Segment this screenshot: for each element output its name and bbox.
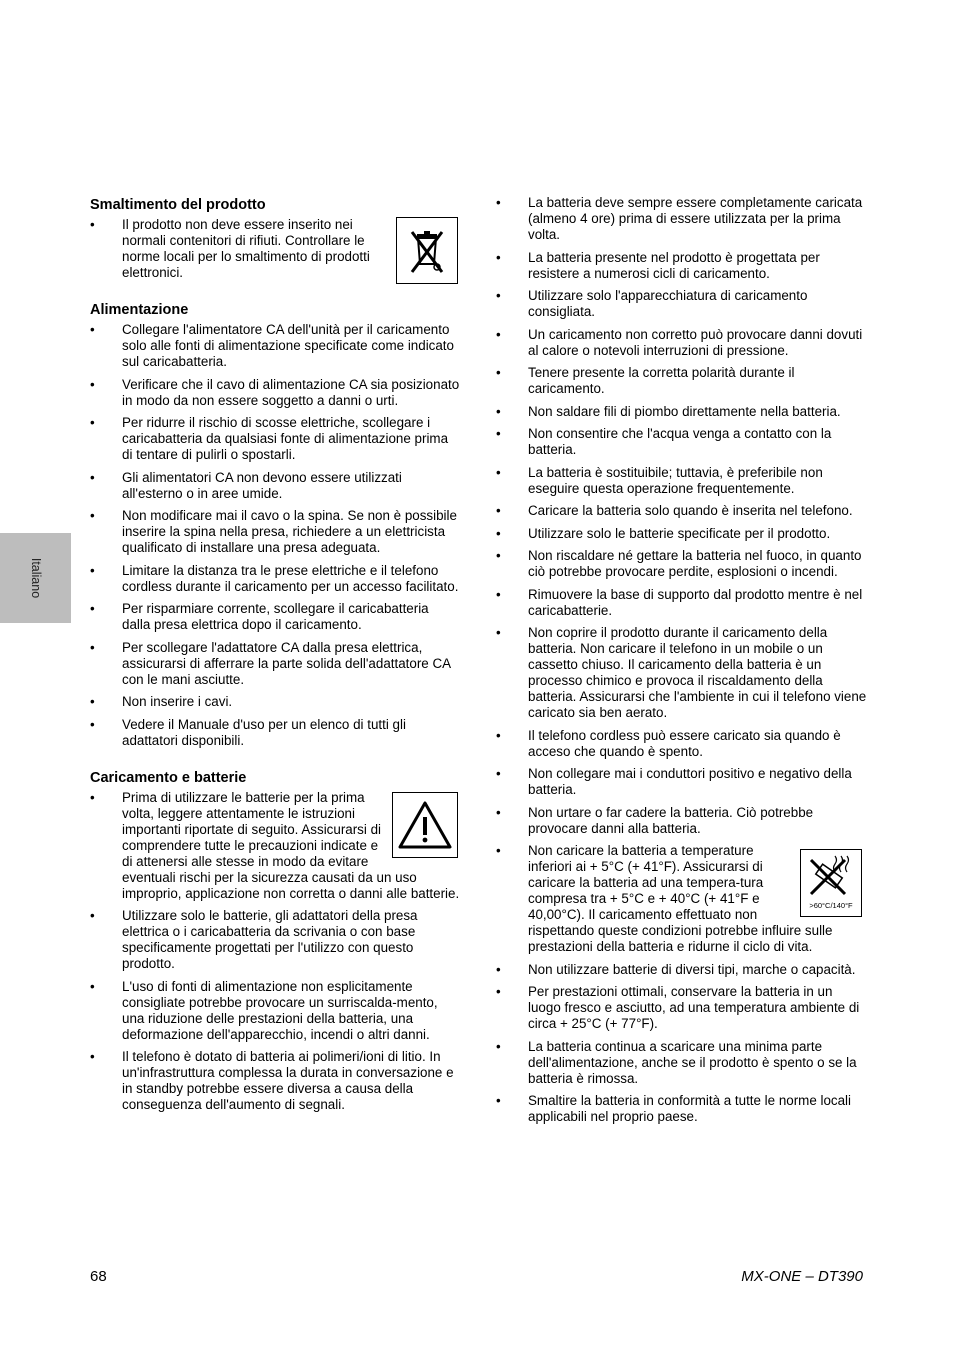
list-item: • >60°C/140°F Non caricare la batteria a temperature inferiori ai + 5°C (+ 41°F). Assicurarsi di caricare la batteria ad una tempera-tura compresa tra + 5°C e + 40°C (+ 41°F e 40,00°C). Il caricamento effettuato non rispettando queste condizioni potrebbe influire sulle prestazioni della batteria e ridurne il ciclo di vita. — [496, 843, 868, 955]
list-item: • Utilizzare solo le batterie, gli adattatori della presa elettrica o i caricabatteria da scrivania o con base specificamente progettati per l'utilizzo con questo prodotto. — [90, 908, 418, 971]
section-heading: Alimentazione — [90, 302, 189, 318]
list-item: • Vedere il Manuale d'uso per un elenco di tutti gli adattatori disponibili. — [90, 716, 406, 748]
section-charging — [90, 769, 460, 1114]
list-item: • Verificare che il cavo di alimentazione CA sia posizionato in modo da non essere soggetto a danni o urti. — [90, 376, 460, 408]
heat-icon-label: >60°C/140°F — [809, 901, 853, 910]
list-item: • Non modificare mai il cavo o la spina. Se non è possibile inserire la spina nella presa, richiedere a un elettricista qualificato di installare una presa adeguata. — [90, 508, 457, 555]
left-column — [90, 196, 460, 1126]
list-item: • Prima di utilizzare le batterie per la prima volta, leggere attentamente le istruzioni importanti riportate di seguito. Assicurarsi di comprendere tutte le precauzioni indicate e di attenersi alle stesse in modo da evitare eventuali rischi per la sicurezza causati da un uso improprio, applicazione non corretta o danni alle batterie. — [90, 789, 460, 901]
list-item: • Utilizzare solo le batterie specificate per il prodotto. — [496, 525, 831, 541]
list-item: • Non urtare o far cadere la batteria. Ciò potrebbe provocare danni alla batteria. — [496, 804, 814, 836]
section-heading: Caricamento e batterie — [90, 769, 247, 786]
list-item: • Per risparmiare corrente, scollegare il caricabatteria dalla presa elettrica dopo il caricamento. — [90, 601, 429, 632]
list-item: • Non inserire i cavi. — [90, 694, 233, 709]
list-item: • Caricare la batteria solo quando è inserita nel telefono. — [496, 503, 853, 518]
list-item: • Il telefono cordless può essere caricato sia quando è acceso che quando è spento. — [496, 727, 841, 759]
list-item: • Limitare la distanza tra le prese elettriche e il telefono cordless durante il caricamento per un accesso facilitato. — [90, 562, 459, 594]
list-item: • Un caricamento non corretto può provocare danni dovuti al calore o notevoli interruzioni di pressione. — [496, 326, 863, 358]
list-item: • La batteria continua a scaricare una minima parte dell'alimentazione, anche se il prodotto è spento o se la batteria è rimossa. — [496, 1038, 857, 1086]
list-item: • Tenere presente la corretta polarità durante il caricamento. — [496, 365, 795, 396]
list-item: • La batteria presente nel prodotto è progettata per resistere a numerosi cicli di caricamento. — [496, 249, 820, 281]
list-item: • Collegare l'alimentatore CA dell'unità per il caricamento solo alle fonti di alimentazione specificate come indicato sul caricabatteria. — [90, 322, 454, 369]
list-item: • Utilizzare solo l'apparecchiatura di caricamento consigliata. — [496, 288, 808, 319]
list-item: • Per ridurre il rischio di scosse elettriche, scollegare i caricabatteria da qualsiasi fonte di alimentazione prima di tentare di pulirli o spostarli. — [90, 415, 449, 462]
list-item: • Per prestazioni ottimali, conservare la batteria in un luogo fresco e asciutto, ad una temperatura ambiente di circa + 25°C (+ 77°F). — [496, 984, 860, 1031]
no-heat-battery-icon — [800, 849, 862, 917]
page-number: 68 — [90, 1268, 107, 1285]
list-item: • Non consentire che l'acqua venga a contatto con la batteria. — [496, 426, 832, 457]
language-tab-label: Italiano — [29, 557, 43, 599]
list-item: • Il telefono è dotato di batteria ai polimeri/ioni di litio. In un'infrastruttura complessa la durata in conversazione e in standby potrebbe essere diversa a causa della conseguenza dell'aumento di segnali. — [90, 1049, 454, 1112]
section-heading: Smaltimento del prodotto — [90, 197, 266, 213]
section-disposal — [90, 196, 460, 288]
list-item: • Smaltire la batteria in conformità a tutte le norme locali applicabili nel proprio paese. — [496, 1093, 852, 1124]
list-item: • La batteria deve sempre essere completamente caricata (almeno 4 ore) prima di essere utilizzata per la prima volta. — [496, 195, 863, 242]
right-column — [496, 195, 868, 1132]
document-title: MX-ONE – DT390 — [741, 1268, 863, 1285]
list-item: • La batteria è sostituibile; tuttavia, è preferibile non eseguire questa operazione frequentemente. — [496, 464, 823, 496]
section-power — [90, 301, 460, 749]
list-item: • Non utilizzare batterie di diversi tipi, marche o capacità. — [496, 961, 856, 977]
list-item: • Non saldare fili di piombo direttamente nella batteria. — [496, 403, 841, 419]
list-item: • Il prodotto non deve essere inserito nei normali contenitori di rifiuti. Controllare le norme locali per lo smaltimento di prodotti elettronici. — [90, 217, 370, 280]
list-item: • Non riscaldare né gettare la batteria nel fuoco, in quanto ciò potrebbe provocare perdite, esplosioni o incendi. — [496, 548, 862, 579]
list-item: • L'uso di fonti di alimentazione non esplicitamente consigliate potrebbe provocare un surriscalda-mento, una riduzione delle prestazioni della batteria, una deformazione dell'apparecchio, incendi o altri danni. — [90, 978, 438, 1042]
list-item: • Rimuovere la base di supporto dal prodotto mentre è nel caricabatterie. — [496, 586, 863, 618]
list-item: • Non coprire il prodotto durante il caricamento della batteria. Non caricare il telefono in un mobile o un cassetto chiuso. Il caricamento della batteria è un processo chimico e provoca il riscaldamento della batteria. Assicurarsi che l'ambiente in cui il telefono viene caricato sia ben aerato. — [496, 625, 867, 720]
list-item: • Gli alimentatori CA non devono essere utilizzati all'esterno o in aree umide. — [90, 469, 402, 501]
list-item: • Per scollegare l'adattatore CA dalla presa elettrica, assicurarsi di afferrare la parte solida dell'adattatore CA con le mani asciutte. — [90, 639, 451, 687]
list-item: • Non collegare mai i conduttori positivo e negativo della batteria. — [496, 766, 852, 797]
